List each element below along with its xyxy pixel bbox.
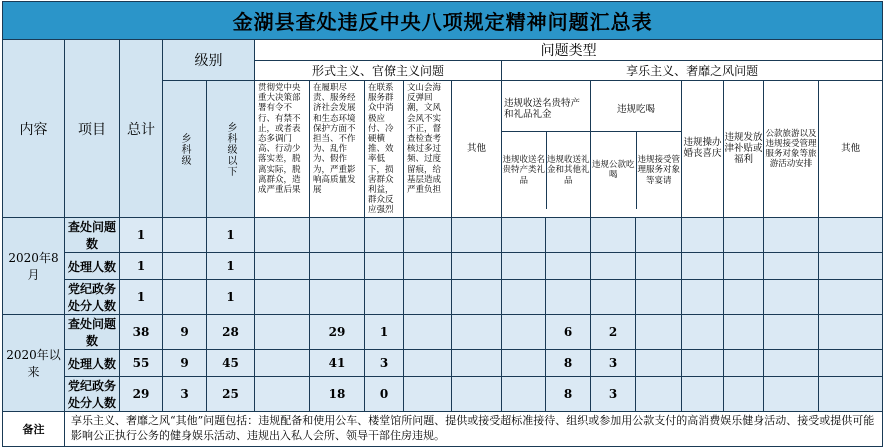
row-label: 处理人数 (65, 350, 120, 377)
cell-township: 9 (163, 350, 207, 377)
cell-f2 (310, 218, 365, 253)
header-total: 总计 (120, 40, 163, 218)
cell-w (682, 315, 724, 350)
cell-below: 45 (207, 350, 255, 377)
header-level: 级别 (163, 40, 255, 81)
header-level-below: 乡科级以下 (207, 81, 255, 218)
cell-w (682, 377, 724, 412)
summary-sheet (2, 1, 875, 443)
header-hedonism: 享乐主义、奢靡之风问题 (502, 61, 883, 81)
cell-f1 (255, 350, 310, 377)
cell-f_other (452, 253, 502, 280)
header-formalism-other: 其他 (452, 81, 502, 218)
cell-f1 (255, 253, 310, 280)
note-text: 享乐主义、奢靡之风“其他”问题包括：违规配备和使用公车、楼堂馆所问题、提供或接受超标准接待、组织或参加用公款支付的高消费娱乐健身活动、接受或提供可能影响公正执行公务的健身娱乐活动、违规出入私人会所、领导干部住房违规。 (65, 412, 883, 447)
row-label: 查处问题数 (65, 218, 120, 253)
header-subsidy: 违规发放津补贴或福利 (724, 81, 764, 218)
cell-t (764, 315, 819, 350)
cell-f4 (404, 350, 452, 377)
cell-f2: 18 (310, 377, 365, 412)
header-formalism-item1: 贯彻党中央重大决策部署有令不行、有禁不止，或者表态多调门高、行动少落实差，脱离实际，脱离群众，造成严重后果 (255, 81, 310, 218)
cell-m1: 2 (591, 315, 636, 350)
cell-f3 (365, 253, 404, 280)
header-item: 项目 (65, 40, 120, 218)
period-label: 2020年8月 (3, 218, 65, 315)
note-label: 备注 (3, 412, 65, 447)
cell-g2: 8 (546, 350, 591, 377)
cell-total: 1 (120, 280, 163, 315)
header-content: 内容 (3, 40, 65, 218)
cell-f_other (452, 377, 502, 412)
cell-m2 (636, 350, 682, 377)
table-row (3, 350, 883, 377)
cell-f2: 29 (310, 315, 365, 350)
cell-g1 (502, 350, 546, 377)
cell-f4 (404, 253, 452, 280)
cell-total: 38 (120, 315, 163, 350)
cell-m2 (636, 315, 682, 350)
cell-township: 3 (163, 377, 207, 412)
row-label: 党纪政务处分人数 (65, 280, 120, 315)
cell-f_other (452, 350, 502, 377)
cell-m2 (636, 377, 682, 412)
cell-f2 (310, 253, 365, 280)
table-row (3, 218, 883, 253)
cell-below: 28 (207, 315, 255, 350)
cell-f3: 1 (365, 315, 404, 350)
cell-f1 (255, 280, 310, 315)
cell-f2: 41 (310, 350, 365, 377)
header-formalism-item2: 在履职尽责、服务经济社会发展和生态环境保护方面不担当、不作为、乱作为、假作为，严重影响高质量发展 (310, 81, 365, 218)
cell-s (724, 315, 764, 350)
cell-f_other (452, 280, 502, 315)
cell-g2: 6 (546, 315, 591, 350)
cell-g1 (502, 377, 546, 412)
period-label: 2020年以来 (3, 315, 65, 412)
header-travel: 公款旅游以及违规接受管理服务对象等旅游活动安排 (764, 81, 819, 218)
header-meal-block (591, 81, 682, 218)
cell-h_other (819, 218, 883, 253)
summary-table (2, 1, 883, 447)
header-gift-group: 违规收送名贵特产和礼品礼金 (502, 89, 590, 131)
cell-m1 (591, 280, 636, 315)
cell-f_other (452, 218, 502, 253)
cell-m2 (636, 280, 682, 315)
cell-s (724, 218, 764, 253)
cell-m2 (636, 218, 682, 253)
cell-township (163, 253, 207, 280)
cell-f4 (404, 315, 452, 350)
cell-f1 (255, 315, 310, 350)
header-meal-group: 违规吃喝 (591, 89, 681, 131)
meal-subtable (591, 89, 681, 209)
cell-w (682, 280, 724, 315)
cell-h_other (819, 253, 883, 280)
cell-below: 1 (207, 218, 255, 253)
cell-g2 (546, 253, 591, 280)
cell-below: 25 (207, 377, 255, 412)
cell-f4 (404, 218, 452, 253)
cell-f1 (255, 377, 310, 412)
cell-h_other (819, 377, 883, 412)
header-formalism-item4: 文山会海反弹回潮，文风会风不实不正，督查检查考核过多过频、过度留痕，给基层造成严重负担 (404, 81, 452, 218)
cell-w (682, 253, 724, 280)
cell-t (764, 253, 819, 280)
header-gift-block (502, 81, 591, 218)
cell-m1: 3 (591, 377, 636, 412)
header-formalism: 形式主义、官僚主义问题 (255, 61, 502, 81)
cell-total: 1 (120, 253, 163, 280)
table-row (3, 377, 883, 412)
cell-m2 (636, 253, 682, 280)
cell-f3 (365, 218, 404, 253)
cell-f3: 3 (365, 350, 404, 377)
cell-t (764, 350, 819, 377)
cell-t (764, 218, 819, 253)
cell-t (764, 377, 819, 412)
cell-f2 (310, 280, 365, 315)
cell-township: 9 (163, 315, 207, 350)
header-meal-public: 违规公款吃喝 (591, 131, 636, 209)
cell-m1 (591, 218, 636, 253)
cell-total: 29 (120, 377, 163, 412)
cell-s (724, 253, 764, 280)
cell-h_other (819, 315, 883, 350)
cell-g2 (546, 280, 591, 315)
cell-f_other (452, 315, 502, 350)
cell-m1 (591, 253, 636, 280)
cell-h_other (819, 350, 883, 377)
cell-f4 (404, 280, 452, 315)
cell-m1: 3 (591, 350, 636, 377)
row-label: 查处问题数 (65, 315, 120, 350)
table-row (3, 315, 883, 350)
cell-f1 (255, 218, 310, 253)
table-row (3, 253, 883, 280)
header-hedonism-other: 其他 (819, 81, 883, 218)
cell-below: 1 (207, 280, 255, 315)
header-level-township: 乡科级 (163, 81, 207, 218)
cell-total: 55 (120, 350, 163, 377)
page-title: 金湖县查处违反中央八项规定精神问题汇总表 (3, 2, 883, 40)
cell-g1 (502, 315, 546, 350)
header-problem-type: 问题类型 (255, 40, 883, 61)
table-row (3, 280, 883, 315)
cell-total: 1 (120, 218, 163, 253)
cell-s (724, 377, 764, 412)
cell-w (682, 350, 724, 377)
cell-f3: 0 (365, 377, 404, 412)
cell-township (163, 218, 207, 253)
cell-f4 (404, 377, 452, 412)
gift-subtable (502, 89, 590, 209)
row-label: 处理人数 (65, 253, 120, 280)
cell-h_other (819, 280, 883, 315)
row-label: 党纪政务处分人数 (65, 377, 120, 412)
header-gift-specialty: 违规收送名贵特产类礼品 (502, 131, 546, 209)
cell-w (682, 218, 724, 253)
cell-below: 1 (207, 253, 255, 280)
cell-g2 (546, 218, 591, 253)
cell-s (724, 280, 764, 315)
header-formalism-item3: 在联系服务群众中消极应付、冷硬横推、效率低下，损害群众利益，群众反应强烈 (365, 81, 404, 218)
cell-g2: 8 (546, 377, 591, 412)
cell-g1 (502, 253, 546, 280)
cell-t (764, 280, 819, 315)
header-wedding: 违规操办婚丧喜庆 (682, 81, 724, 218)
cell-township (163, 280, 207, 315)
header-gift-cash: 违规收送礼金和其他礼品 (546, 155, 590, 186)
cell-g1 (502, 280, 546, 315)
cell-s (724, 350, 764, 377)
header-meal-hosted: 违规接受管理服务对象等宴请 (637, 155, 680, 186)
cell-f3 (365, 280, 404, 315)
cell-g1 (502, 218, 546, 253)
